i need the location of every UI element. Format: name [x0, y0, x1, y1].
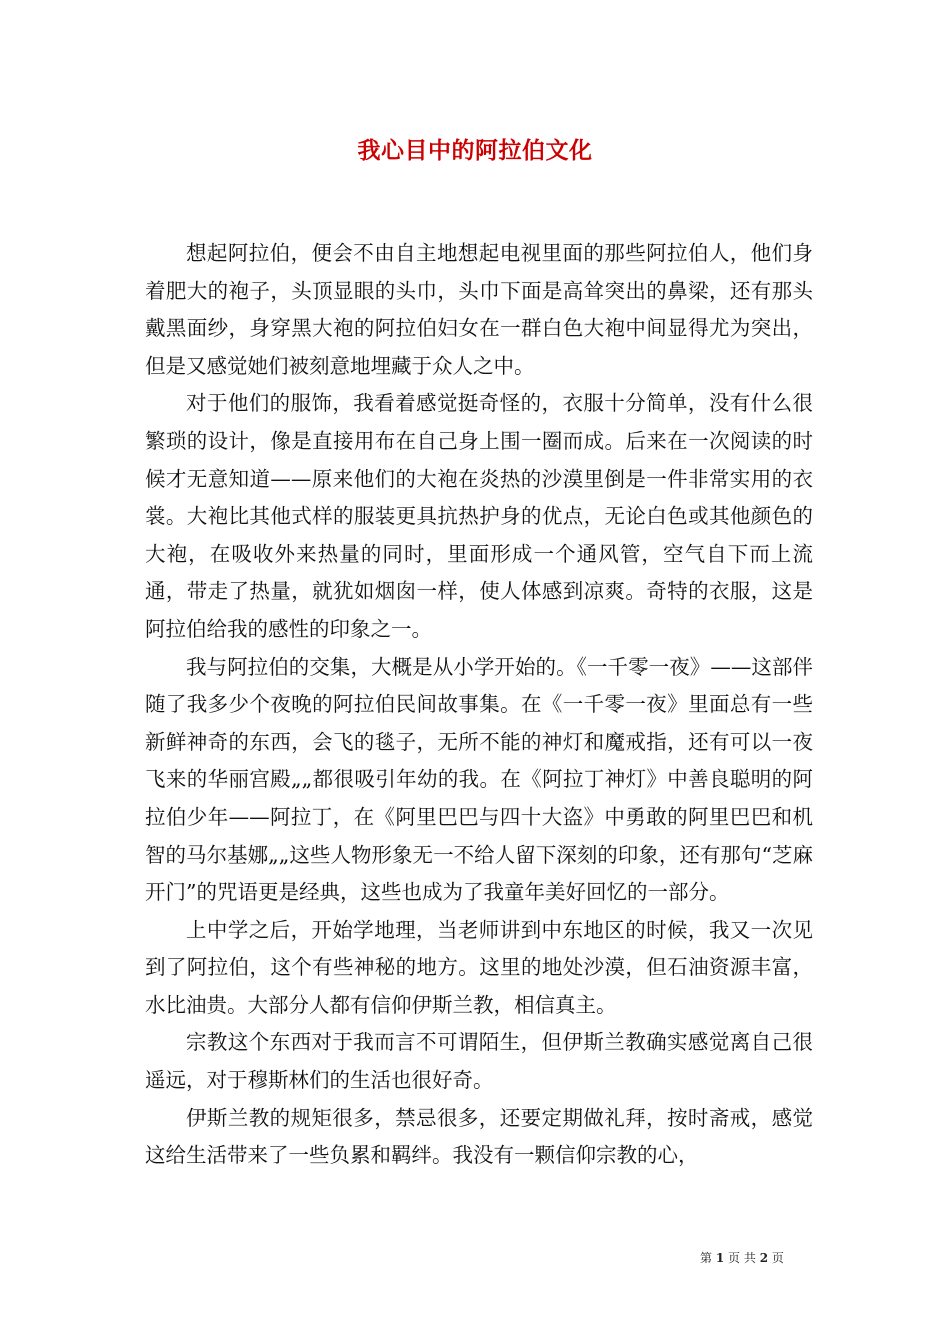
total-pages-number: 2: [759, 1251, 769, 1265]
current-page-number: 1: [715, 1251, 725, 1265]
paragraph: 想起阿拉伯，便会不由自主地想起电视里面的那些阿拉伯人，他们身着肥大的袍子，头顶显眼的头巾，头巾下面是高耸突出的鼻梁，还有那头戴黑面纱，身穿黑大袍的阿拉伯妇女在一群白色大袍中间显得尤为突出，但是又感觉她们被刻意地埋藏于众人之中。: [145, 241, 813, 378]
paragraph: 伊斯兰教的规矩很多，禁忌很多，还要定期做礼拜，按时斋戒，感觉这给生活带来了一些负累和羁绊。我没有一颗信仰宗教的心，: [145, 1105, 813, 1168]
footer-middle: 页 共: [728, 1251, 756, 1265]
paragraph: 对于他们的服饰，我看着感觉挺奇怪的，衣服十分简单，没有什么很繁琐的设计，像是直接用布在自己身上围一圈而成。后来在一次阅读的时候才无意知道——原来他们的大袍在炎热的沙漠里倒是一件非常实用的衣裳。大袍比其他式样的服装更具抗热护身的优点，无论白色或其他颜色的大袍，在吸收外来热量的同时，里面形成一个通风管，空气自下而上流通，带走了热量，就犹如烟囱一样，使人体感到凉爽。奇特的衣服，这是阿拉伯给我的感性的印象之一。: [145, 391, 813, 641]
footer-suffix: 页: [771, 1251, 784, 1265]
paragraph: 宗教这个东西对于我而言不可谓陌生，但伊斯兰教确实感觉离自己很遥远，对于穆斯林们的生活也很好奇。: [145, 1030, 813, 1093]
page-number-footer: [700, 1249, 784, 1266]
document-body: [145, 235, 813, 1175]
footer-prefix: 第: [700, 1251, 713, 1265]
paragraph: 上中学之后，开始学地理，当老师讲到中东地区的时候，我又一次见到了阿拉伯，这个有些神秘的地方。这里的地处沙漠，但石油资源丰富，水比油贵。大部分人都有信仰伊斯兰教，相信真主。: [145, 917, 813, 1017]
document-title: 我心目中的阿拉伯文化: [357, 137, 593, 164]
paragraph: 我与阿拉伯的交集，大概是从小学开始的。《一千零一夜》——这部伴随了我多少个夜晚的阿拉伯民间故事集。在《一千零一夜》里面总有一些新鲜神奇的东西，会飞的毯子，无所不能的神灯和魔戒指，还有可以一夜飞来的华丽宫殿„„都很吸引年幼的我。在《阿拉丁神灯》中善良聪明的阿拉伯少年——阿拉丁，在《阿里巴巴与四十大盗》中勇敢的阿里巴巴和机智的马尔基娜„„这些人物形象无一不给人留下深刻的印象，还有那句“芝麻开门”的咒语更是经典，这些也成为了我童年美好回忆的一部分。: [145, 654, 813, 905]
